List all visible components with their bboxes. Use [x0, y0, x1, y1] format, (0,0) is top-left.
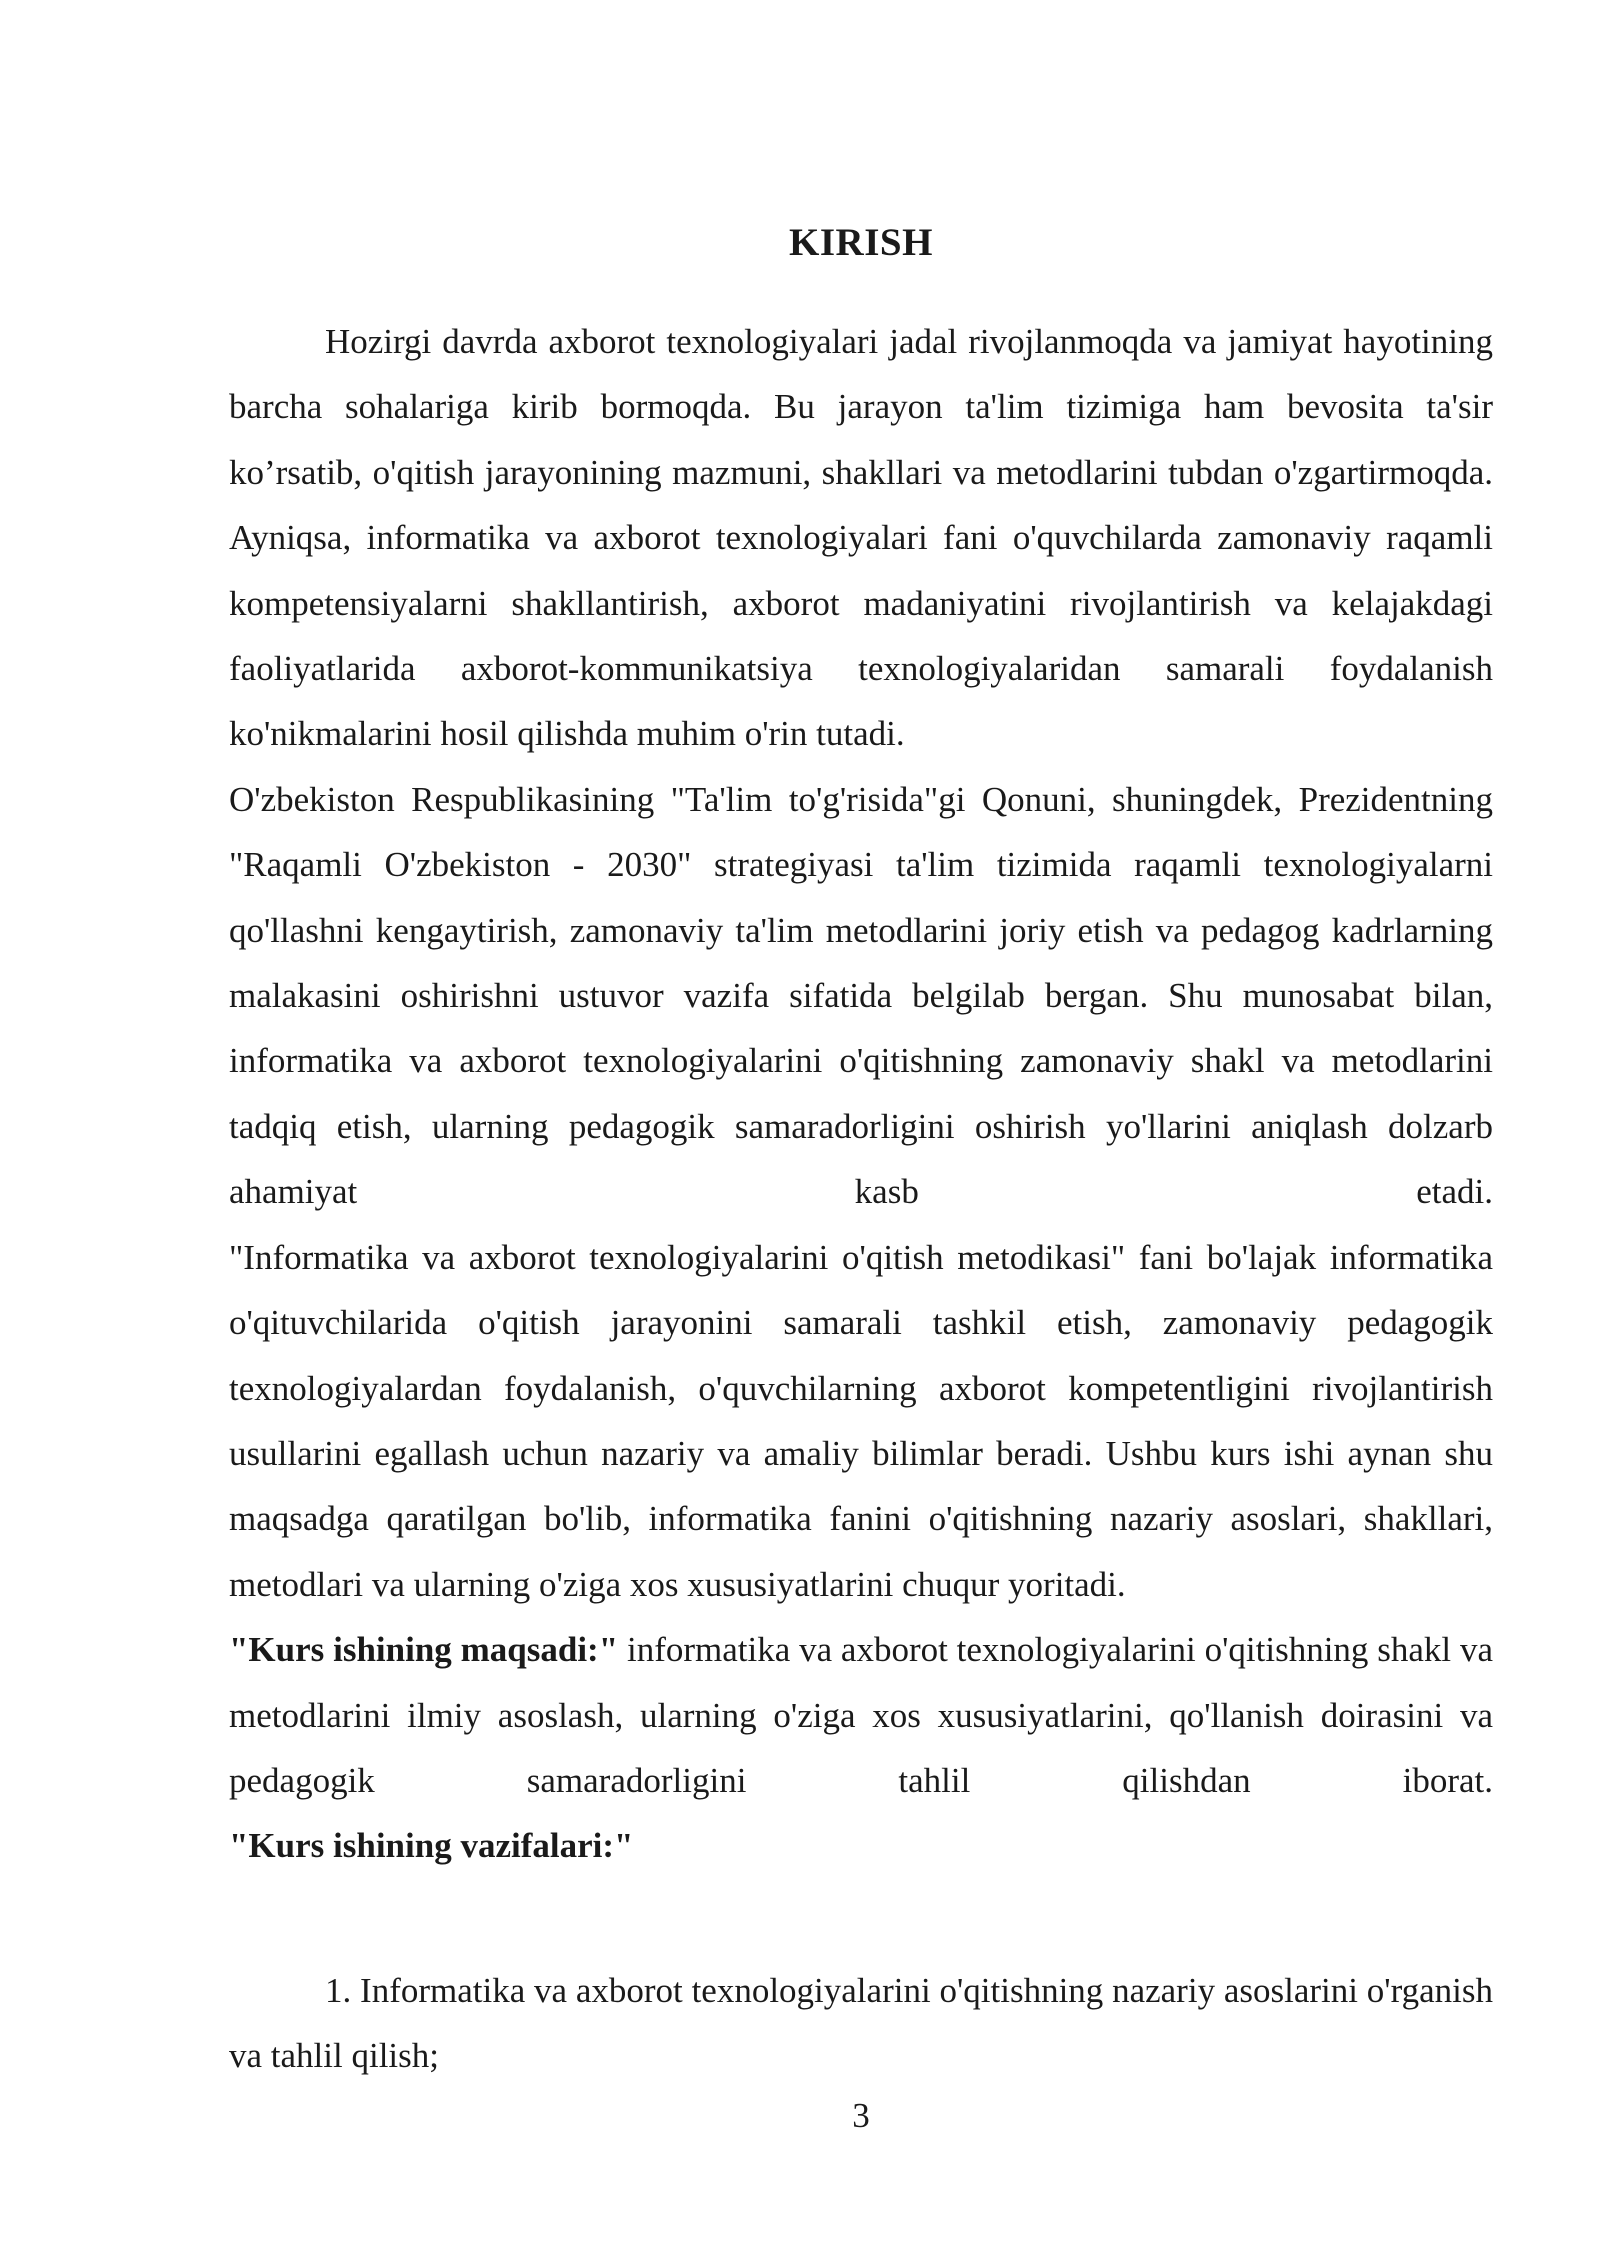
paragraph-goal	[229, 1617, 1493, 1813]
paragraph-legislation: O'zbekiston Respublikasining "Ta'lim to'g'risida"gi Qonuni, shuningdek, Prezidentning "Raqamli O'zbekiston - 2030" strategiyasi ta'lim tizimida raqamli texnologiyalarni qo'llashni kengaytirish, zamonaviy ta'lim metodlarini joriy etish va pedagog kadrlarning malakasini oshirishni ustuvor vazifa sifatida belgilab bergan. Shu munosabat bilan, informatika va axborot texnologiyalarini o'qitishning zamonaviy shakl va metodlarini tadqiq etish, ularning pedagogik samaradorligini oshirish yo'llarini aniqlash dolzarb ahamiyat kasb etadi.	[229, 779, 1493, 1212]
page-number: 3	[852, 2096, 870, 2135]
list-item: 1. Informatika va axborot texnologiyalarini o'qitishning nazariy asoslarini o'rganish va tahlil qilish;	[229, 1971, 1493, 2076]
tasks-label: "Kurs ishining vazifalari:"	[229, 1826, 634, 1866]
goal-label: "Kurs ishining maqsadi:"	[229, 1630, 619, 1670]
document-page	[229, 0, 1493, 2262]
section-heading: KIRISH	[789, 221, 933, 264]
body-text	[229, 309, 1493, 1879]
goal-text: informatika va axborot texnologiyalarini o'qitishning shakl va metodlarini ilmiy asoslash, ularning o'ziga xos xususiyatlarini, qo'llanish doirasini va pedagogik samaradorligini tahlil qilishdan iborat.	[229, 1630, 1493, 1800]
paragraph-course-description: "Informatika va axborot texnologiyalarini o'qitish metodikasi" fani bo'lajak informatika o'qituvchilarida o'qitish jarayonini samarali tashkil etish, zamonaviy pedagogik texnologiyalardan foydalanish, o'quvchilarning axborot kompetentligini rivojlantirish usullarini egallash uchun nazariy va amaliy bilimlar beradi. Ushbu kurs ishi aynan shu maqsadga qaratilgan bo'lib, informatika fanini o'qitishning nazariy asoslari, shakllari, metodlari va ularning o'ziga xos xususiyatlarini chuqur yoritadi.	[229, 1237, 1493, 1604]
paragraph-intro: Hozirgi davrda axborot texnologiyalari jadal rivojlanmoqda va jamiyat hayotining barcha sohalariga kirib bormoqda. Bu jarayon ta'lim tizimiga ham bevosita ta'sir ko’rsatib, o'qitish jarayonining mazmuni, shakllari va metodlarini tubdan o'zgartirmoqda. Ayniqsa, informatika va axborot texnologiyalari fani o'quvchilarda zamonaviy raqamli kompetensiyalarni shakllantirish, axborot madaniyatini rivojlantirish va kelajakdagi faoliyatlarida axborot-kommunikatsiya texnologiyalaridan samarali foydalanish ko'nikmalarini hosil qilishda muhim o'rin tutadi.	[229, 322, 1493, 754]
